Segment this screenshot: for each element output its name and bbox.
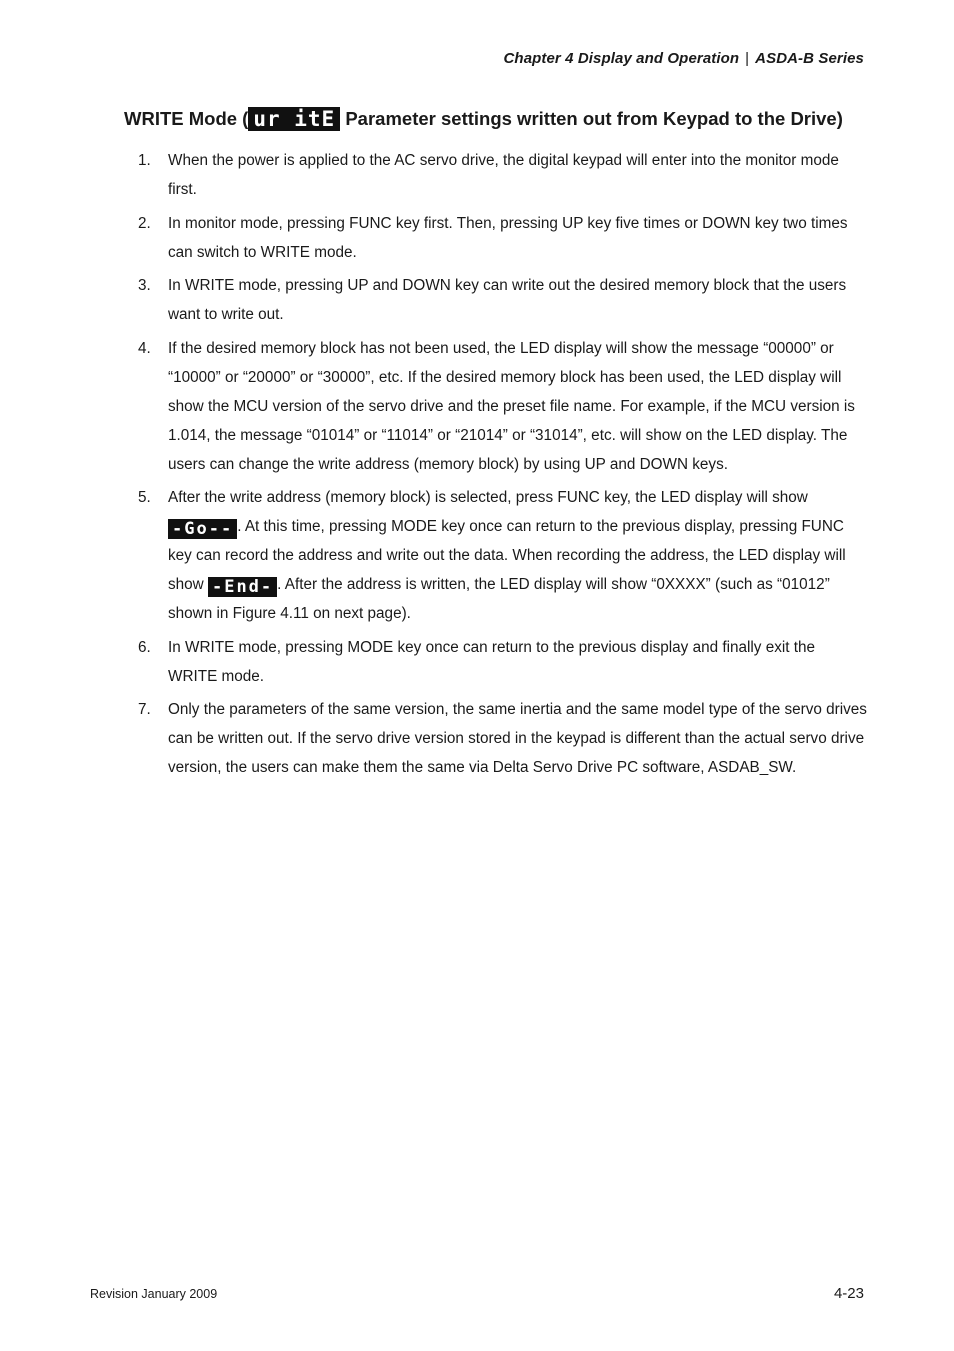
revision-label: Revision January 2009 xyxy=(90,1287,218,1301)
steps-list xyxy=(138,146,868,787)
step-text: If the desired memory block has not been used, the LED display will show the message “00000” or “10000” or “20000” or “30000”, etc. If the desired memory block has been used, the LED display will show the MCU version of the servo drive and the preset file name. For example, if the MCU version is 1.014, the message “01014” or “11014” or “21014” or “31014”, etc. will show on the LED display. The users can change the write address (memory block) by using UP and DOWN keys. xyxy=(168,339,855,473)
step-text: In monitor mode, pressing FUNC key first. Then, pressing UP key five times or DOWN key two times can switch to WRITE mode. xyxy=(168,214,848,261)
step-number: 3. xyxy=(138,277,151,294)
step-text-part2: . At this time, pressing MODE key once can return to the previous display, pressing FUNC key can record the address and write out the data. When recording the address, the LED display will show xyxy=(168,518,846,593)
step-text-part1: After the write address (memory block) is selected, press FUNC key, the LED display will show xyxy=(168,489,808,506)
section-title xyxy=(124,104,843,134)
step-text: Only the parameters of the same version, the same inertia and the same model type of the servo drives can be written out. If the servo drive version stored in the keypad is different than the actual servo drive version, the users can make them the same via Delta Servo Drive PC software, ASDAB_SW. xyxy=(168,701,867,776)
list-item xyxy=(138,209,868,267)
step-number: 6. xyxy=(138,638,151,656)
step-text-part3: . After the address is written, the LED display will show “0XXXX” (such as “01012” shown in Figure 4.11 on next page). xyxy=(168,576,830,622)
step-number: 4. xyxy=(138,339,151,357)
step-number: 2. xyxy=(138,214,151,232)
led-display-write: ur itE xyxy=(248,107,340,131)
step-number: 5. xyxy=(138,489,151,506)
step-text: In WRITE mode, pressing UP and DOWN key can write out the desired memory block that the users want to write out. xyxy=(168,277,847,323)
step-number: 7. xyxy=(138,701,151,718)
list-item xyxy=(138,334,868,479)
list-item xyxy=(138,695,868,782)
step-text: In WRITE mode, pressing MODE key once can return to the previous display and finally exit the WRITE mode. xyxy=(168,638,816,685)
list-item xyxy=(138,633,868,691)
header-separator: | xyxy=(745,50,750,67)
step-text: When the power is applied to the AC servo drive, the digital keypad will enter into the monitor mode first. xyxy=(168,152,839,198)
led-display-end: -End- xyxy=(208,577,277,597)
series-label: ASDA-B Series xyxy=(755,50,864,67)
led-display-go: -Go-- xyxy=(168,519,237,539)
step-number: 1. xyxy=(138,152,151,169)
chapter-label: Chapter 4 Display and Operation xyxy=(503,50,740,67)
title-prefix: WRITE Mode ( xyxy=(124,108,249,129)
list-item xyxy=(138,146,868,204)
page-header xyxy=(504,50,865,67)
list-item xyxy=(138,483,868,628)
list-item xyxy=(138,271,868,329)
title-suffix: Parameter settings written out from Keypad to the Drive) xyxy=(340,108,843,129)
page-number: 4-23 xyxy=(833,1285,864,1302)
